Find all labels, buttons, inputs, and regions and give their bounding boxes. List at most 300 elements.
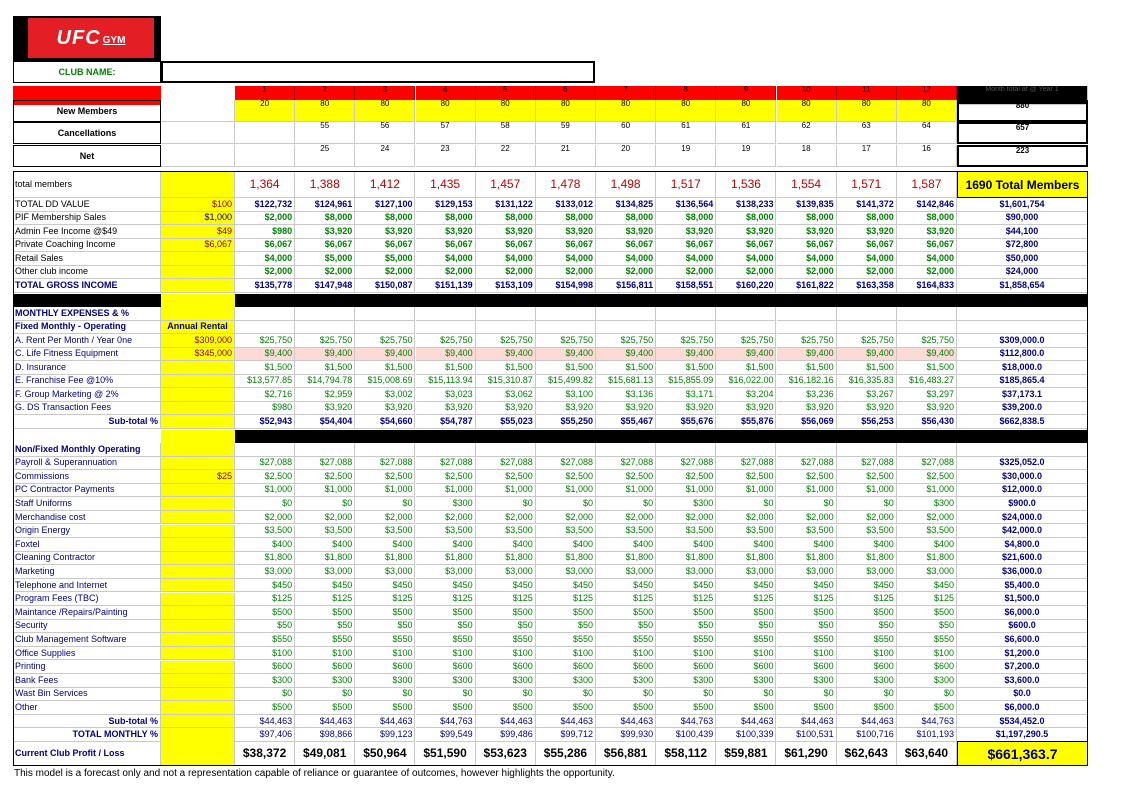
month-value: $163,358 (837, 279, 897, 293)
month-value: $4,000 (837, 252, 897, 266)
month-value: 59 (536, 122, 596, 144)
input-cell (161, 565, 235, 579)
month-value: $9,400 (536, 348, 596, 362)
year-total: $6,000.0 (957, 701, 1088, 715)
month-value: $125 (536, 593, 596, 607)
month-value: $51,590 (416, 741, 476, 766)
input-cell (161, 307, 235, 321)
month-value: $3,500 (536, 525, 596, 539)
month-value (235, 145, 295, 167)
month-value: 1,587 (897, 171, 957, 198)
month-value: $56,430 (897, 415, 957, 429)
month-value: $300 (476, 674, 536, 688)
month-value: $25,750 (416, 334, 476, 348)
month-value: $1,500 (897, 361, 957, 375)
month-value: $136,564 (656, 198, 716, 212)
month-value: $550 (716, 633, 776, 647)
month-value: $400 (416, 538, 476, 552)
year-total: $7,200.0 (957, 661, 1088, 675)
month-value: $2,000 (476, 266, 536, 280)
input-cell (161, 457, 235, 471)
month-value: $300 (235, 674, 295, 688)
month-value: $44,463 (355, 715, 415, 729)
input-cell (161, 266, 235, 280)
month-value: $550 (235, 633, 295, 647)
month-value: $2,000 (837, 511, 897, 525)
row-label: E. Franchise Fee @10% (13, 375, 161, 389)
month-header: 5 (476, 86, 536, 105)
row-label: Foxtel (13, 538, 161, 552)
footer-disclaimer: This model is a forecast only and not a representation capable of reliance or guarantee of outcomes, however highlights the opportunity. (14, 768, 615, 779)
month-value: $450 (476, 579, 536, 593)
month-value: $400 (777, 538, 837, 552)
empty-cell (716, 321, 776, 335)
month-value: $44,763 (416, 715, 476, 729)
row-label: Wast Bin Services (13, 688, 161, 702)
year-total: 1690 Total Members (957, 171, 1088, 198)
separator-yellow (161, 430, 235, 443)
month-value: $1,000 (476, 484, 536, 498)
month-value: $4,000 (716, 252, 776, 266)
year-total: $3,600.0 (957, 674, 1088, 688)
month-header: 8 (656, 86, 716, 105)
month-value: $1,800 (295, 552, 355, 566)
month-value: $50 (716, 620, 776, 634)
month-value: $1,500 (536, 361, 596, 375)
month-value: $63,640 (897, 741, 957, 766)
month-value: $500 (416, 701, 476, 715)
month-value: $3,920 (897, 402, 957, 416)
month-value: $1,500 (777, 361, 837, 375)
month-value: $97,406 (235, 728, 295, 742)
month-value: 20 (235, 100, 295, 122)
year-total: $42,000.0 (957, 525, 1088, 539)
month-value: $100,531 (777, 728, 837, 742)
month-value: $0 (295, 688, 355, 702)
month-value: $9,400 (416, 348, 476, 362)
month-value: $25,750 (897, 334, 957, 348)
month-value: 22 (476, 145, 536, 167)
month-value: $500 (897, 701, 957, 715)
month-value: $142,846 (897, 198, 957, 212)
month-value: $44,463 (235, 715, 295, 729)
month-value: $59,881 (716, 741, 776, 766)
month-value: $2,959 (295, 388, 355, 402)
month-value: $2,000 (777, 511, 837, 525)
month-value: $125 (235, 593, 295, 607)
month-value: $450 (536, 579, 596, 593)
month-value: $8,000 (355, 212, 415, 226)
month-value: $600 (837, 661, 897, 675)
month-value: $100 (536, 647, 596, 661)
month-value: $160,220 (716, 279, 776, 293)
month-value: $3,100 (536, 388, 596, 402)
month-value: $4,000 (476, 252, 536, 266)
row-label: Origin Energy (13, 525, 161, 539)
empty-cell (837, 307, 897, 321)
month-header: 2 (295, 86, 355, 105)
month-value: $6,067 (235, 239, 295, 253)
year-total: 657 (957, 122, 1088, 144)
month-value: 1,364 (235, 171, 295, 198)
month-value: $9,400 (897, 348, 957, 362)
month-value: $500 (476, 606, 536, 620)
input-cell (161, 633, 235, 647)
month-value: $14,794.78 (295, 375, 355, 389)
month-value: $25,750 (295, 334, 355, 348)
month-value: $3,500 (355, 525, 415, 539)
row-label: Security (13, 620, 161, 634)
month-value: $450 (596, 579, 656, 593)
month-value: $54,787 (416, 415, 476, 429)
month-value (235, 122, 295, 144)
month-value: $0 (476, 688, 536, 702)
month-value: $0 (536, 497, 596, 511)
year-total: $37,173.1 (957, 388, 1088, 402)
input-cell (161, 402, 235, 416)
month-value: $300 (355, 674, 415, 688)
month-value: $27,088 (777, 457, 837, 471)
year-total: $185,865.4 (957, 375, 1088, 389)
month-header: 7 (596, 86, 656, 105)
empty-cell (536, 443, 596, 457)
month-value: 17 (837, 145, 897, 167)
month-value: $98,866 (295, 728, 355, 742)
row-label: PC Contractor Payments (13, 484, 161, 498)
year-total: $1,858,654 (957, 279, 1088, 293)
input-cell (161, 688, 235, 702)
empty-cell (536, 307, 596, 321)
month-value: $124,961 (295, 198, 355, 212)
month-value: $2,000 (355, 266, 415, 280)
month-value: $6,067 (416, 239, 476, 253)
month-header: 12 (897, 86, 957, 105)
month-value: $550 (837, 633, 897, 647)
month-value: $16,483.27 (897, 375, 957, 389)
month-value: $0 (596, 497, 656, 511)
month-value: $100 (295, 647, 355, 661)
month-value: 1,457 (476, 171, 536, 198)
month-value: $8,000 (596, 212, 656, 226)
row-label: Admin Fee Income @$49 (13, 225, 161, 239)
month-value: $133,012 (536, 198, 596, 212)
month-value: $300 (897, 674, 957, 688)
month-value: $2,500 (716, 470, 776, 484)
month-value: $3,920 (656, 225, 716, 239)
month-value: 16 (897, 145, 957, 167)
month-value: $500 (656, 606, 716, 620)
empty-cell (295, 321, 355, 335)
month-value: $3,500 (777, 525, 837, 539)
row-label: Payroll & Superannuation (13, 457, 161, 471)
month-value: $300 (295, 674, 355, 688)
input-cell (161, 375, 235, 389)
input-cell (161, 388, 235, 402)
month-value: $0 (235, 688, 295, 702)
row-label: Cancellations (13, 122, 161, 144)
month-value: 1,478 (536, 171, 596, 198)
month-value: $3,920 (476, 402, 536, 416)
month-value: $27,088 (235, 457, 295, 471)
year-total: $72,800 (957, 239, 1088, 253)
input-cell (161, 171, 235, 198)
month-value: 18 (777, 145, 837, 167)
month-value: 58 (476, 122, 536, 144)
row-label: TOTAL DD VALUE (13, 198, 161, 212)
month-value: 80 (777, 100, 837, 122)
month-value: $1,800 (777, 552, 837, 566)
month-value: $100 (897, 647, 957, 661)
month-value: $550 (897, 633, 957, 647)
year-total: $662,838.5 (957, 415, 1088, 429)
month-value: $50 (476, 620, 536, 634)
month-value: $600 (416, 661, 476, 675)
month-value: $9,400 (716, 348, 776, 362)
month-value: $550 (355, 633, 415, 647)
month-value: $3,171 (656, 388, 716, 402)
month-value: $27,088 (596, 457, 656, 471)
month-value: $25,750 (596, 334, 656, 348)
empty-cell (476, 321, 536, 335)
empty-cell (416, 443, 476, 457)
year-total: $1,197,290.5 (957, 728, 1088, 742)
month-value: $3,920 (476, 225, 536, 239)
month-value: $1,500 (416, 361, 476, 375)
month-value: $450 (656, 579, 716, 593)
month-value: $8,000 (897, 212, 957, 226)
input-cell (161, 647, 235, 661)
row-label: Other (13, 701, 161, 715)
month-value: $9,400 (476, 348, 536, 362)
month-value: 1,498 (596, 171, 656, 198)
row-label: F. Group Marketing @ 2% (13, 388, 161, 402)
month-value: $44,463 (837, 715, 897, 729)
month-value: $3,000 (716, 565, 776, 579)
month-value: $3,000 (476, 565, 536, 579)
month-value: $2,500 (596, 470, 656, 484)
month-value: $3,062 (476, 388, 536, 402)
month-value: $147,948 (295, 279, 355, 293)
input-cell (161, 279, 235, 293)
month-value: $0 (295, 497, 355, 511)
month-value: $27,088 (897, 457, 957, 471)
month-value: $1,000 (416, 484, 476, 498)
month-value: $25,750 (837, 334, 897, 348)
empty-cell (656, 307, 716, 321)
month-value: 80 (837, 100, 897, 122)
month-value: $550 (656, 633, 716, 647)
month-value: $50 (596, 620, 656, 634)
month-value: $500 (476, 701, 536, 715)
month-value: $1,000 (295, 484, 355, 498)
month-value: $300 (416, 497, 476, 511)
row-label: Program Fees (TBC) (13, 593, 161, 607)
month-header: 4 (416, 86, 476, 105)
month-value: $25,750 (777, 334, 837, 348)
month-value: 80 (596, 100, 656, 122)
month-value: $500 (295, 701, 355, 715)
separator-band (235, 430, 1088, 443)
month-value: $99,549 (416, 728, 476, 742)
month-value: $0 (777, 497, 837, 511)
month-value: 21 (536, 145, 596, 167)
row-label: Marketing (13, 565, 161, 579)
input-cell (161, 122, 235, 144)
month-value: $16,182.16 (777, 375, 837, 389)
month-value: $1,800 (656, 552, 716, 566)
month-value: $2,000 (235, 511, 295, 525)
empty-cell (295, 443, 355, 457)
month-value: $2,500 (897, 470, 957, 484)
month-value: 80 (476, 100, 536, 122)
month-value: $500 (295, 606, 355, 620)
month-value: $55,250 (536, 415, 596, 429)
month-value: $1,500 (295, 361, 355, 375)
section-header: MONTHLY EXPENSES & % (13, 307, 161, 321)
month-value: $8,000 (837, 212, 897, 226)
month-value: $300 (416, 674, 476, 688)
month-value: $156,811 (596, 279, 656, 293)
input-cell (161, 100, 235, 122)
month-value: $0 (897, 688, 957, 702)
month-value: $3,000 (897, 565, 957, 579)
month-value: $3,920 (355, 402, 415, 416)
empty-cell (295, 307, 355, 321)
month-value: $56,881 (596, 741, 656, 766)
month-value: $100 (656, 647, 716, 661)
month-value: $300 (596, 674, 656, 688)
row-label: Merchandise cost (13, 511, 161, 525)
month-value: $2,000 (716, 511, 776, 525)
month-value: $3,023 (416, 388, 476, 402)
month-value: $550 (295, 633, 355, 647)
month-value: $99,930 (596, 728, 656, 742)
year-total: $309,000.0 (957, 334, 1088, 348)
month-value: $6,067 (656, 239, 716, 253)
month-value: $6,067 (295, 239, 355, 253)
row-label: Telephone and Internet (13, 579, 161, 593)
month-value: 61 (656, 122, 716, 144)
month-value: $600 (476, 661, 536, 675)
month-value: $450 (897, 579, 957, 593)
month-value: $27,088 (476, 457, 536, 471)
row-label: total members (13, 171, 161, 198)
month-value: $500 (777, 701, 837, 715)
month-value: $1,000 (656, 484, 716, 498)
month-value: $300 (897, 497, 957, 511)
input-cell (161, 538, 235, 552)
month-value: $300 (536, 674, 596, 688)
month-value: 19 (716, 145, 776, 167)
month-value: $3,920 (777, 402, 837, 416)
year-total: $534,452.0 (957, 715, 1088, 729)
section-header: Non/Fixed Monthly Operating (13, 443, 161, 457)
empty-cell (416, 321, 476, 335)
month-value: $0 (777, 688, 837, 702)
empty-cell (777, 443, 837, 457)
month-value: $600 (716, 661, 776, 675)
month-value: 80 (355, 100, 415, 122)
month-value: $0 (355, 497, 415, 511)
empty-cell (596, 307, 656, 321)
month-value: $400 (355, 538, 415, 552)
empty-cell (716, 307, 776, 321)
month-value: 1,571 (837, 171, 897, 198)
month-value: $1,000 (837, 484, 897, 498)
month-value: $980 (235, 225, 295, 239)
input-cell (161, 701, 235, 715)
month-value: $3,000 (536, 565, 596, 579)
month-value: $44,463 (596, 715, 656, 729)
month-value: $125 (656, 593, 716, 607)
month-value: $0 (536, 688, 596, 702)
month-value: $3,000 (416, 565, 476, 579)
month-value: $8,000 (476, 212, 536, 226)
year-total: $30,000.0 (957, 470, 1088, 484)
month-value: $125 (476, 593, 536, 607)
month-value: $500 (536, 701, 596, 715)
club-name-input (161, 61, 595, 83)
month-value: 1,517 (656, 171, 716, 198)
row-label: TOTAL MONTHLY % (13, 728, 161, 742)
month-value: $54,660 (355, 415, 415, 429)
month-value: $1,000 (596, 484, 656, 498)
month-value: $44,463 (536, 715, 596, 729)
month-value: $61,290 (777, 741, 837, 766)
month-value: $16,022.00 (716, 375, 776, 389)
month-value: $1,000 (355, 484, 415, 498)
month-value: $500 (416, 606, 476, 620)
row-label: Other club income (13, 266, 161, 280)
year-total: $90,000 (957, 212, 1088, 226)
month-value: $15,008.69 (355, 375, 415, 389)
month-value: $3,920 (716, 402, 776, 416)
month-value: $44,463 (777, 715, 837, 729)
input-cell (161, 484, 235, 498)
month-value: $500 (716, 606, 776, 620)
month-value: $2,000 (596, 266, 656, 280)
month-value: $6,067 (536, 239, 596, 253)
input-cell (161, 674, 235, 688)
month-value: $27,088 (416, 457, 476, 471)
month-value: $1,000 (235, 484, 295, 498)
month-value: $550 (536, 633, 596, 647)
row-label: TOTAL GROSS INCOME (13, 279, 161, 293)
month-value: 20 (596, 145, 656, 167)
month-value: $27,088 (536, 457, 596, 471)
month-value: $2,000 (416, 266, 476, 280)
empty-cell (235, 321, 295, 335)
month-value: $3,920 (355, 225, 415, 239)
month-value: $15,310.87 (476, 375, 536, 389)
row-label: Sub-total % (13, 415, 161, 429)
month-value: $1,000 (777, 484, 837, 498)
empty-cell (837, 321, 897, 335)
month-value: $52,943 (235, 415, 295, 429)
month-value: $44,463 (295, 715, 355, 729)
input-cell (161, 552, 235, 566)
month-value: $50 (355, 620, 415, 634)
month-header: 6 (536, 86, 596, 105)
input-cell (161, 443, 235, 457)
month-value: $3,002 (355, 388, 415, 402)
month-value: $3,204 (716, 388, 776, 402)
year-total: $6,000.0 (957, 606, 1088, 620)
month-value: $3,920 (295, 402, 355, 416)
logo-sub-text: GYM (102, 34, 126, 46)
month-value: $2,000 (716, 266, 776, 280)
row-label: Printing (13, 661, 161, 675)
